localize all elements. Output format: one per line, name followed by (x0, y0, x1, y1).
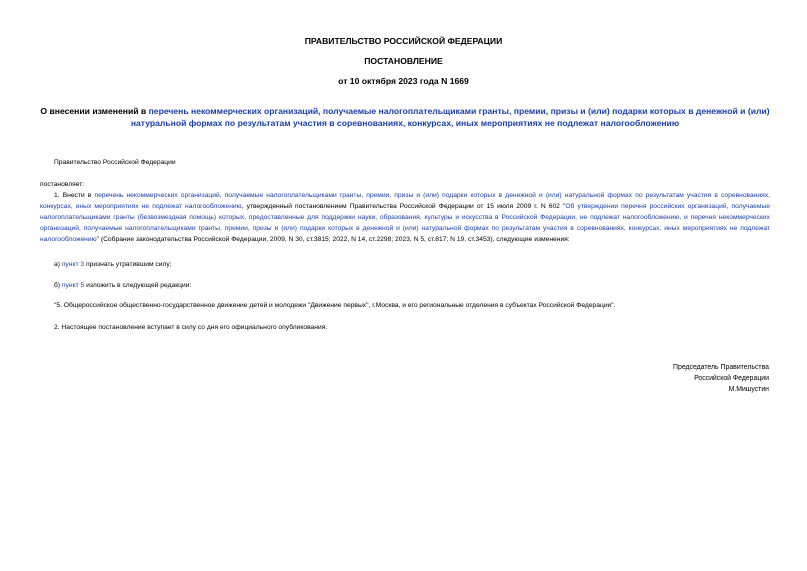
decrees-word: постановляет: (40, 181, 85, 188)
date-number-heading: от 10 октября 2023 года N 1669 (338, 76, 469, 86)
signature-organization: Российской Федерации (694, 375, 769, 382)
subject-link[interactable]: перечень некоммерческих организаций, получаемые налогоплательщиками гранты, премии, призы и (или) подарки которых в денежной и (или) натуральной формах по результатам участия в соревнованиях, конкурсах, иных мероприятиях не подлежат налогообложению (130, 106, 770, 128)
document-type-heading: ПОСТАНОВЛЕНИЕ (364, 56, 443, 66)
item-1-prefix: 1. Внести в (54, 192, 95, 199)
item-1-link[interactable]: перечень некоммерческих организаций, получаемые налогоплательщиками гранты, премии, призы и (или) подарки которых в денежной и (или) натуральной формах по результатам участия в соревнованиях, конкурсах, иных мероприятиях не подлежат налогообложению (40, 192, 770, 210)
document-subject (40, 105, 770, 129)
signature-name: М.Мишустин (728, 386, 769, 393)
subject-prefix: О внесении изменений в (40, 106, 149, 116)
quoted-new-wording: "5. Общероссийское общественно-государственное движение детей и молодежи "Движение первых", г.Москва, и его региональные отделения в субъектах Российской Федерации". (54, 302, 616, 309)
item-2-paragraph: 2. Настоящее постановление вступает в силу со дня его официального опубликования. (54, 324, 328, 331)
government-name: Правительство Российской Федерации (54, 159, 176, 166)
subitem-b-suffix: изложить в следующей редакции: (84, 282, 192, 289)
government-heading: ПРАВИТЕЛЬСТВО РОССИЙСКОЙ ФЕДЕРАЦИИ (304, 36, 503, 46)
subitem-a (40, 259, 770, 270)
subitem-a-prefix: а) (54, 261, 62, 268)
item-1-suffix: " (Собрание законодательства Российской Федерации, 2009, N 30, ст.3815; 2022, N 14, ст.2298; 2023, N 5, ст.817; N 19, ст.3453), следующие изменения: (96, 236, 570, 243)
subitem-b (40, 280, 770, 291)
subitem-a-suffix: признать утратившим силу; (84, 261, 172, 268)
subitem-b-link[interactable]: пункт 5 (61, 282, 85, 289)
item-1-link-2[interactable]: Об утверждении перечня российских организаций, получаемые налогоплательщиками гранты (безвозмездная помощь) которых, предоставленные для поддержки науки, образования, культуры и искусства в Российской Федерации, не подлежат налогообложению, и перечня некоммерческих организаций, получаемые налогоплательщиками гранты, премии, призы и (или) подарки которых в денежной и (или) натуральной формах по результатам участия в соревнованиях, конкурсах, иных мероприятиях не подлежат налогообложению (40, 203, 771, 243)
item-1-mid: , утвержденный постановлением Правительства Российской Федерации от 15 июля 2009 г. N 602 " (241, 203, 566, 210)
subitem-a-link[interactable]: пункт 3 (61, 261, 85, 268)
item-1-paragraph (40, 190, 770, 245)
signature-block (673, 362, 769, 395)
subitem-b-prefix: б) (54, 282, 62, 289)
signature-title: Председатель Правительства (673, 364, 769, 371)
